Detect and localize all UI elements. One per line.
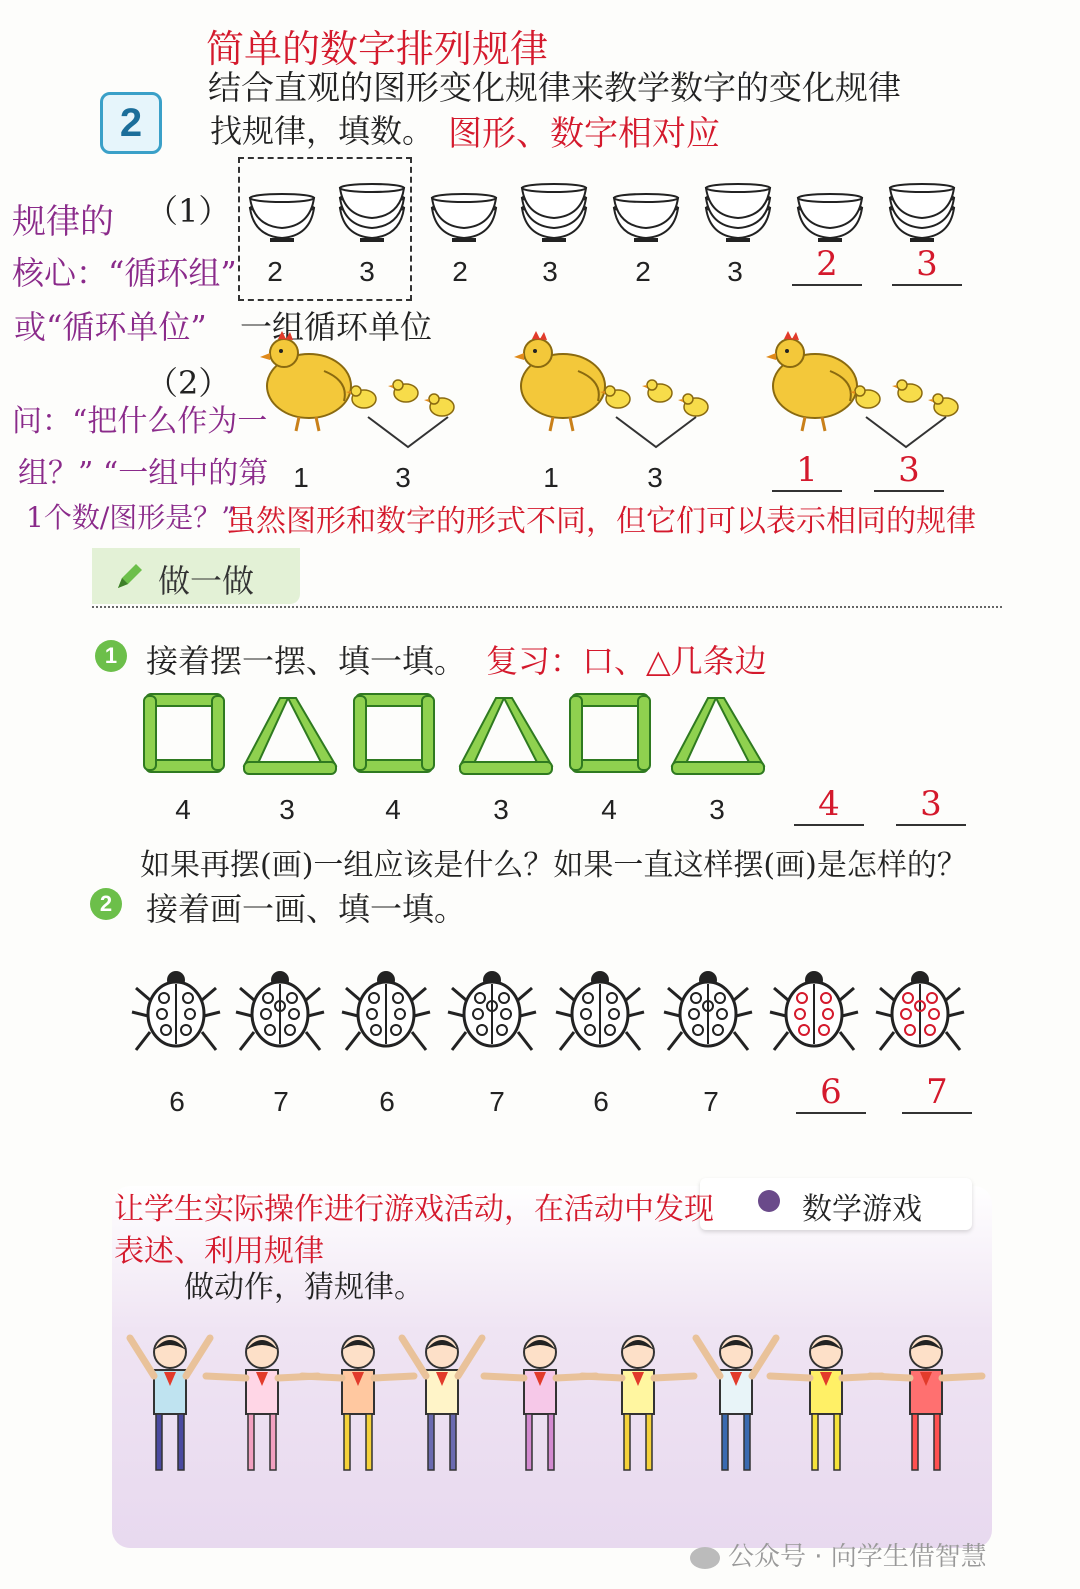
q1-answer-blank[interactable]: 3: [896, 784, 966, 826]
child-figure: [484, 1336, 596, 1470]
part2-answer-blank[interactable]: 3: [874, 450, 944, 492]
game-note-1: 让学生实际操作进行游戏活动，在活动中发现: [114, 1192, 714, 1227]
child-figure: [402, 1336, 482, 1470]
ladybug-row: [130, 960, 980, 1056]
cycle-unit-note: 一组循环单位: [240, 308, 433, 346]
game-note-2: 表述、利用规律: [114, 1234, 324, 1269]
side-note-core-2: 核心：“循环组”: [12, 254, 237, 292]
chick-icon: [642, 380, 672, 402]
q1-number: 4: [601, 794, 617, 825]
q1-number: 3: [709, 794, 725, 825]
bowl-row: [240, 176, 980, 246]
part1-number: 2: [635, 256, 651, 287]
children-row: [116, 1330, 986, 1500]
q2-answer-blank[interactable]: 7: [902, 1072, 972, 1114]
chick-icon: [424, 394, 454, 416]
section-divider: [92, 606, 1002, 608]
q2-number: 6: [169, 1086, 185, 1117]
math-game-title: 数学游戏: [802, 1192, 922, 1227]
part1-number: 3: [727, 256, 743, 287]
ladybug-icon: [876, 971, 964, 1050]
hen-icon: [766, 331, 857, 431]
wechat-icon: [690, 1547, 720, 1569]
shape-number-note: 图形、数字相对应: [448, 114, 720, 154]
chart-icon: [758, 1190, 780, 1212]
watermark: 公众号 · 向学生借智慧: [690, 1536, 987, 1573]
part1-number: 2: [267, 256, 283, 287]
practice-title: 做一做: [158, 562, 255, 600]
question-1-text: 接着摆一摆、填一填。: [146, 642, 467, 680]
hen-icon: [260, 331, 351, 431]
hen-chick-illustration: [250, 325, 980, 455]
ladybug-icon: [556, 971, 644, 1050]
child-figure: [870, 1336, 982, 1470]
q2-answer-blank[interactable]: 6: [796, 1072, 866, 1114]
side-note-ask-3: 1个数/图形是？”: [26, 501, 236, 534]
lesson-title: 简单的数字排列规律: [206, 27, 549, 71]
q2-number: 7: [273, 1086, 289, 1117]
q2-number: 7: [489, 1086, 505, 1117]
part1-label: （1）: [146, 192, 231, 230]
ladybug-icon: [770, 971, 858, 1050]
side-note-core-3: 或“循环单位”: [14, 308, 207, 346]
bowl-stack-icon: [340, 184, 404, 242]
ladybug-icon: [132, 971, 220, 1050]
math-game-tab: [700, 1178, 972, 1230]
question-1-badge: 1: [95, 640, 127, 672]
stick-shapes: [140, 690, 780, 780]
bowl-stack-icon: [614, 194, 678, 242]
instruction-text: 找规律，填数。: [210, 112, 435, 150]
part2-number: 3: [395, 462, 411, 493]
ladybug-icon: [448, 971, 536, 1050]
example-badge: 2: [100, 92, 162, 154]
game-instruction: 做动作，猜规律。: [184, 1270, 424, 1305]
part2-answer-blank[interactable]: 1: [772, 450, 842, 492]
child-figure: [302, 1336, 414, 1470]
bowl-stack-icon: [522, 184, 586, 242]
part1-number: 3: [542, 256, 558, 287]
q1-number: 3: [493, 794, 509, 825]
part2-number: 3: [647, 462, 663, 493]
part1-answer-blank[interactable]: 3: [892, 244, 962, 286]
q1-number: 4: [385, 794, 401, 825]
side-note-ask-2: 组？” “一组中的第: [18, 456, 269, 491]
practice-header: [92, 548, 300, 604]
part1-answer-blank[interactable]: 2: [792, 244, 862, 286]
child-figure: [206, 1336, 318, 1470]
side-note-ask-1: 问：“把什么作为一: [12, 404, 268, 439]
part2-number: 1: [543, 462, 559, 493]
q2-number: 6: [379, 1086, 395, 1117]
q1-answer-blank[interactable]: 4: [794, 784, 864, 826]
child-figure: [582, 1336, 694, 1470]
lesson-subtitle: 结合直观的图形变化规律来教学数字的变化规律: [208, 68, 901, 107]
part1-number: 3: [359, 256, 375, 287]
q1-number: 4: [175, 794, 191, 825]
bowl-stack-icon: [432, 194, 496, 242]
ladybug-icon: [664, 971, 752, 1050]
pencil-icon: [114, 562, 144, 592]
q1-number: 3: [279, 794, 295, 825]
bowl-stack-icon: [706, 184, 770, 242]
child-figure: [130, 1336, 210, 1470]
question-2-badge: 2: [90, 888, 122, 920]
q1-followup-question: 如果再摆(画)一组应该是什么？如果一直这样摆(画)是怎样的？: [140, 848, 967, 883]
chick-icon: [678, 394, 708, 416]
q2-number: 7: [703, 1086, 719, 1117]
bowl-stack-icon: [250, 194, 314, 242]
ladybug-icon: [342, 971, 430, 1050]
part2-number: 1: [293, 462, 309, 493]
bowl-stack-icon: [798, 194, 862, 242]
q2-number: 6: [593, 1086, 609, 1117]
summary-note: 虽然图形和数字的形式不同，但它们可以表示相同的规律: [226, 504, 976, 539]
part2-label: （2）: [146, 364, 231, 402]
review-note: 复习：口、△几条边: [486, 642, 767, 680]
child-figure: [770, 1336, 882, 1470]
question-2-text: 接着画一画、填一填。: [146, 890, 467, 928]
chick-icon: [928, 394, 958, 416]
ladybug-icon: [236, 971, 324, 1050]
hen-icon: [514, 331, 605, 431]
side-note-core-1: 规律的: [12, 202, 114, 242]
bowl-stack-icon: [890, 184, 954, 242]
chick-icon: [892, 380, 922, 402]
chick-icon: [388, 380, 418, 402]
child-figure: [696, 1336, 776, 1470]
part1-number: 2: [452, 256, 468, 287]
